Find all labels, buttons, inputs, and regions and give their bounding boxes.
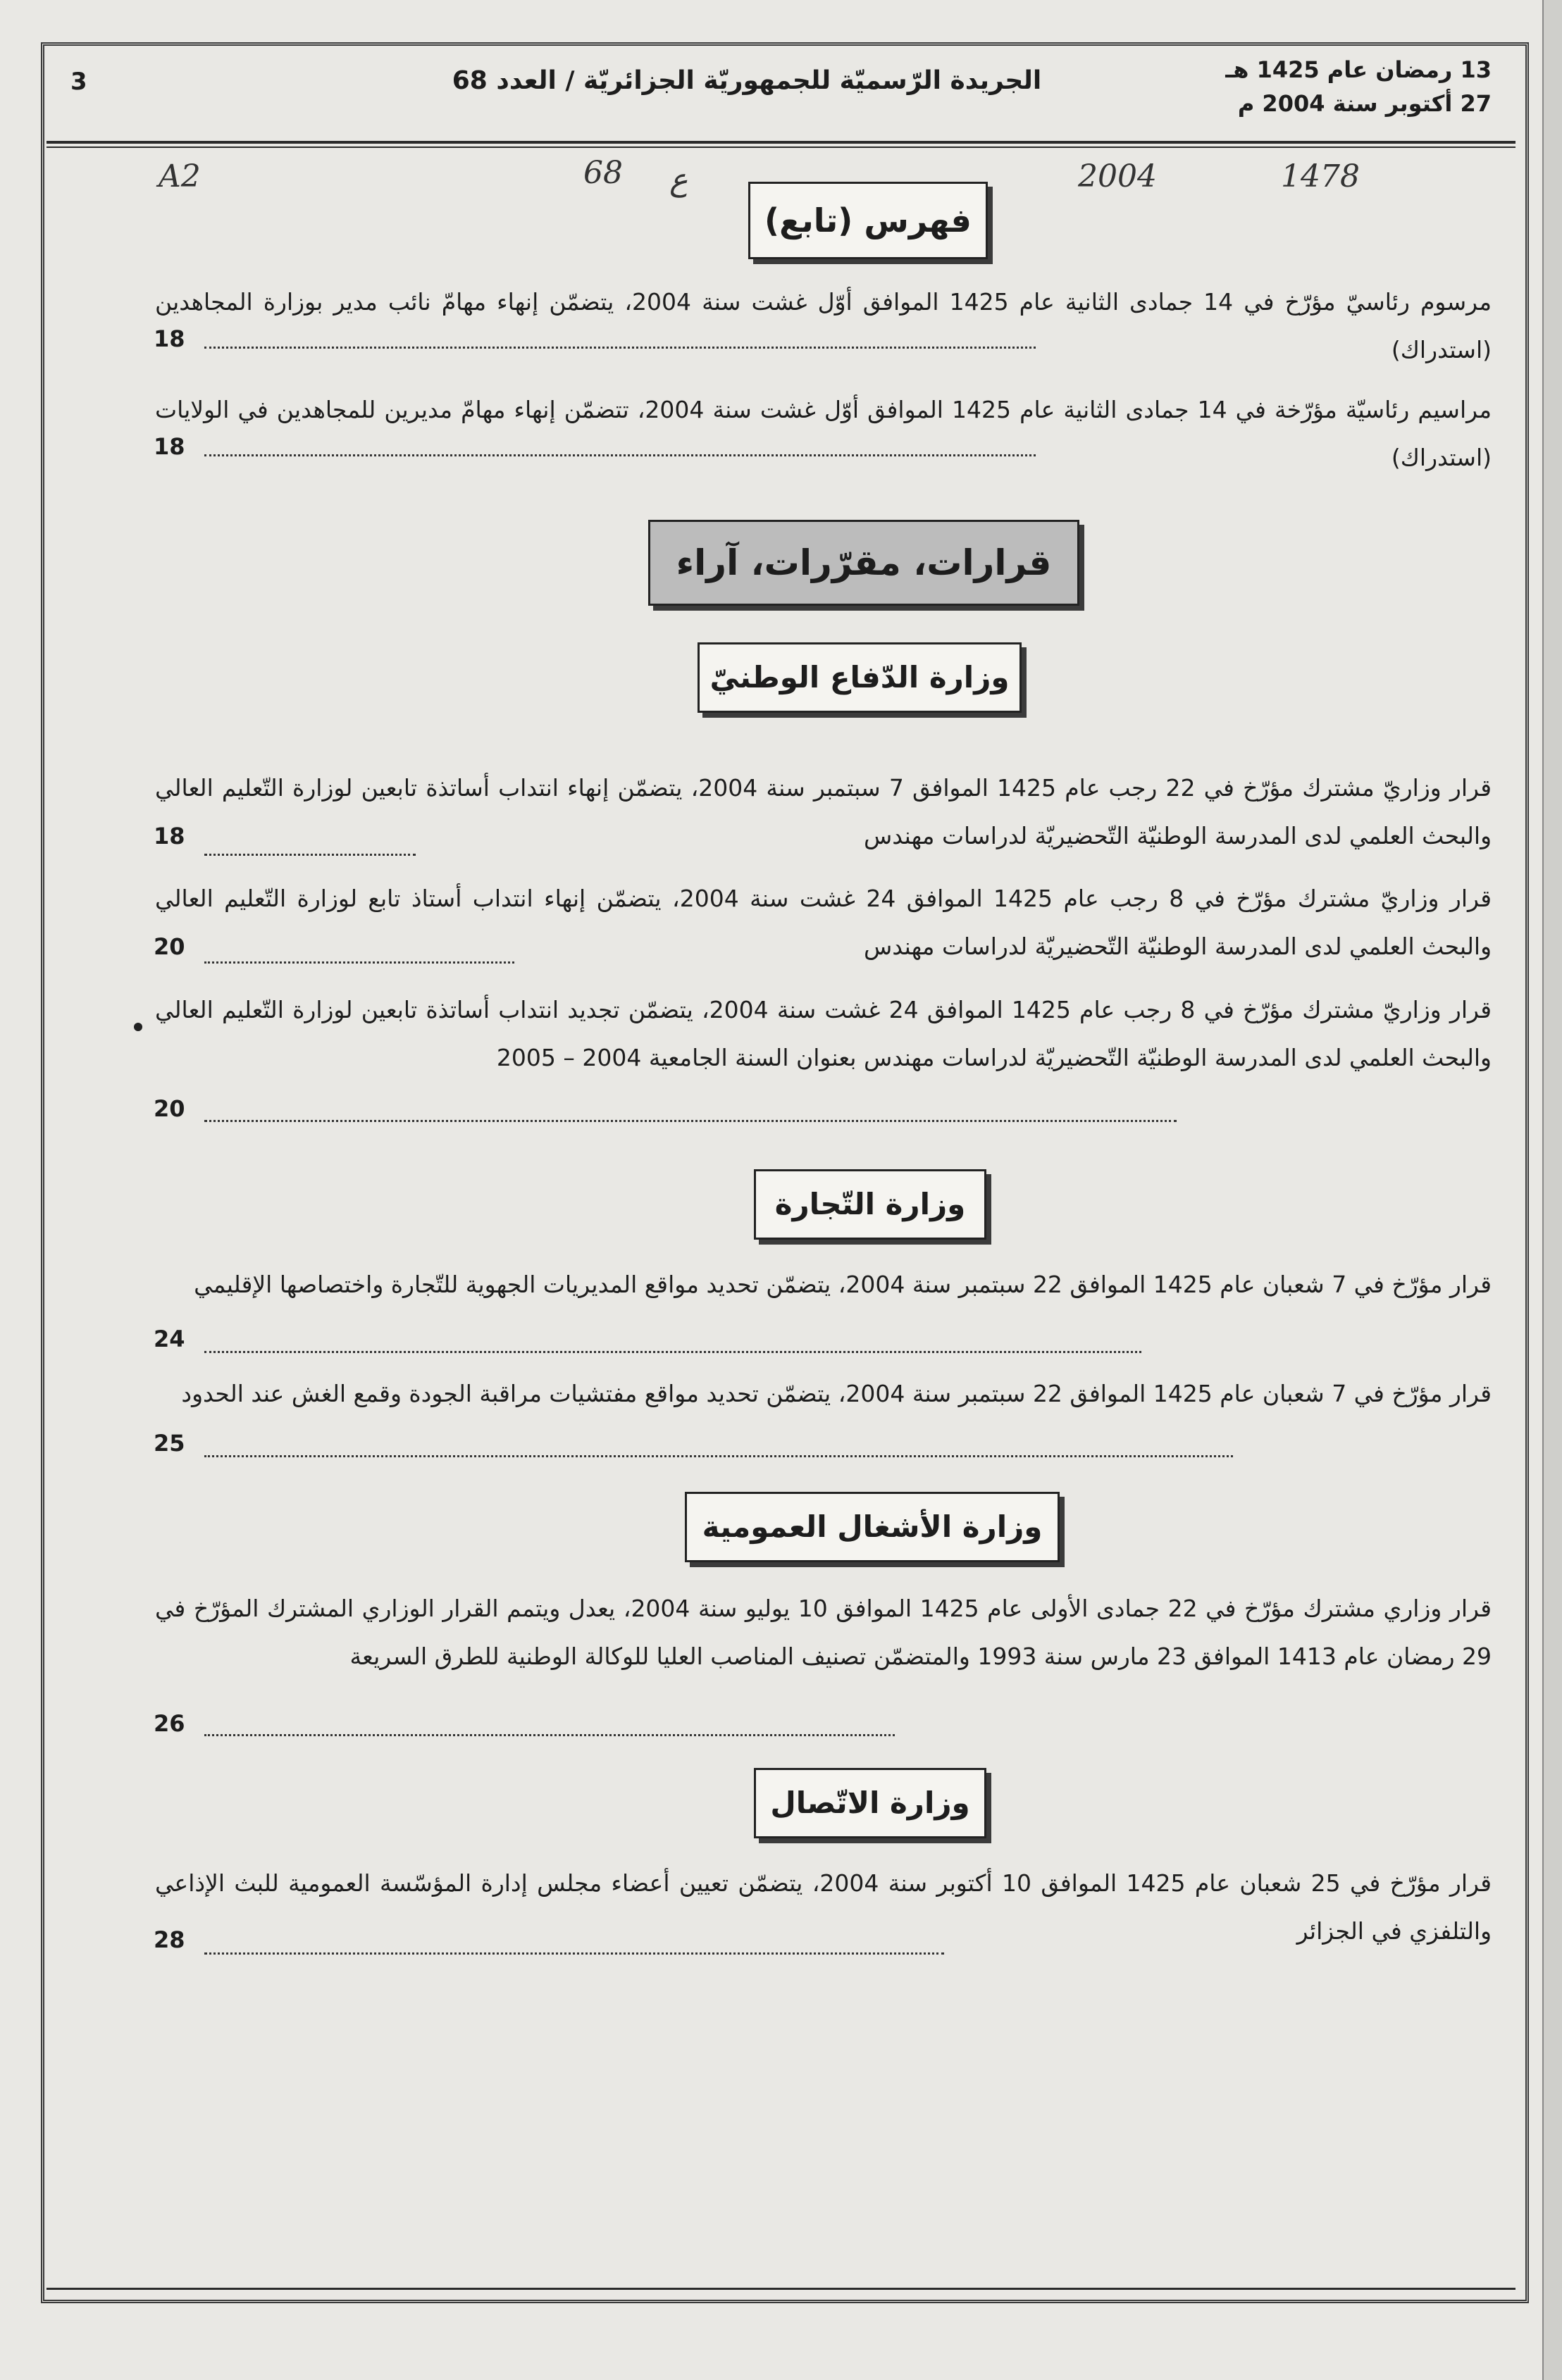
list-item: [155, 1585, 1492, 1681]
journal-title: الجريدة الرّسميّة للجمهوريّة الجزائريّة / العدد 68: [452, 66, 1042, 95]
leader-dots: [204, 1120, 1177, 1122]
ministry-box: [698, 642, 1022, 713]
list-item: [155, 1370, 1492, 1418]
ink-speck: [134, 1023, 142, 1031]
handwritten-note-2004: 2004: [1078, 158, 1157, 194]
entry-text: قرار وزاريّ مشترك مؤرّخ في 8 رجب عام 1425 الموافق 24 غشت سنة 2004، يتضمّن إنهاء انتداب أستاذ تابع لوزارة التّعليم العالي والبحث العلمي لدى المدرسة الوطنيّة التّحضيريّة لدراسات مهندس: [155, 885, 1492, 960]
gregorian-date: 27 أكتوبر سنة 2004 م: [1237, 90, 1492, 117]
leader-dots: [204, 1351, 1141, 1353]
page-reference: 20: [154, 1095, 185, 1122]
section-title-box: [648, 520, 1079, 606]
index-title-box: [748, 182, 988, 259]
entry-text: قرار وزاري مشترك مؤرّخ في 22 جمادى الأولى عام 1425 الموافق 10 يوليو سنة 2004، يعدل ويتمم القرار الوزاري المشترك المؤرّخ في 29 رمضان عام 1413 الموافق 23 مارس سنة 1993 والمتضمّن تصنيف المناصب العليا للوكالة الوطنية للطرق السريعة: [155, 1595, 1492, 1670]
entry-text: مرسوم رئاسيّ مؤرّخ في 14 جمادى الثانية عام 1425 الموافق أوّل غشت سنة 2004، يتضمّن إنهاء مهامّ نائب مدير بوزارة المجاهدين (استدراك): [155, 288, 1492, 363]
leader-dots: [204, 454, 1036, 456]
list-item: [155, 764, 1492, 860]
page-reference: 28: [154, 1926, 185, 1953]
list-item: [155, 278, 1492, 374]
entry-text: قرار مؤرّخ في 7 شعبان عام 1425 الموافق 22 سبتمبر سنة 2004، يتضمّن تحديد مواقع مفتشيات مراقبة الجودة وقمع الغش عند الحدود: [181, 1380, 1492, 1407]
entry-text: قرار مؤرّخ في 7 شعبان عام 1425 الموافق 22 سبتمبر سنة 2004، يتضمّن تحديد مواقع المديريات الجهوية للتّجارة واختصاصها الإقليمي: [194, 1271, 1492, 1298]
ministry-title: وزارة الدّفاع الوطنيّ: [709, 660, 1010, 694]
leader-dots: [204, 347, 1036, 349]
page-reference: 26: [154, 1710, 185, 1737]
ministry-title: وزارة التّجارة: [774, 1187, 966, 1221]
leader-dots: [204, 854, 416, 856]
page-reference: 18: [154, 823, 185, 849]
list-item: [155, 1261, 1492, 1309]
page-number: 3: [70, 68, 87, 96]
list-item: [155, 1859, 1492, 1955]
ministry-box: [754, 1768, 986, 1838]
page-reference: 20: [154, 933, 185, 960]
handwritten-note-1478: 1478: [1281, 158, 1360, 194]
index-title: فهرس (تابع): [764, 201, 972, 239]
page-reference: 18: [154, 433, 185, 460]
entry-text: قرار وزاريّ مشترك مؤرّخ في 22 رجب عام 1425 الموافق 7 سبتمبر سنة 2004، يتضمّن إنهاء انتداب أساتذة تابعين لوزارة التّعليم العالي والبحث العلمي لدى المدرسة الوطنيّة التّحضيريّة لدراسات مهندس: [155, 774, 1492, 849]
hijri-date: 13 رمضان عام 1425 هـ: [1225, 56, 1492, 83]
ministry-box: [685, 1492, 1060, 1562]
list-item: [155, 386, 1492, 482]
page-reference: 24: [154, 1326, 185, 1352]
ministry-title: وزارة الاتّصال: [770, 1786, 970, 1820]
entry-text: قرار مؤرّخ في 25 شعبان عام 1425 الموافق 10 أكتوبر سنة 2004، يتضمّن تعيين أعضاء مجلس إدارة المؤسّسة العمومية للبث الإذاعي والتلفزي في الجزائر: [155, 1869, 1492, 1945]
header-rule-thin: [47, 147, 1515, 148]
page-reference: 25: [154, 1430, 185, 1457]
ministry-box: [754, 1169, 986, 1240]
leader-dots: [204, 961, 514, 964]
page-reference: 18: [154, 325, 185, 352]
handwritten-note-a2: A2: [159, 158, 201, 194]
footer-rule: [47, 2288, 1515, 2290]
section-title: قرارات، مقرّرات، آراء: [676, 542, 1052, 583]
handwritten-note-68: 68: [583, 155, 623, 191]
page-edge-shadow: [1542, 0, 1562, 2380]
list-item: [155, 875, 1492, 971]
list-item: [155, 986, 1492, 1082]
leader-dots: [204, 1734, 895, 1736]
entry-text: قرار وزاريّ مشترك مؤرّخ في 8 رجب عام 1425 الموافق 24 غشت سنة 2004، يتضمّن تجديد انتداب أساتذة تابعين لوزارة التّعليم العالي والبحث العلمي لدى المدرسة الوطنيّة التّحضيريّة لدراسات مهندس بعنوان السنة الجامعية 2004 – 2005: [155, 996, 1492, 1071]
header-rule: [47, 141, 1515, 144]
leader-dots: [204, 1952, 944, 1955]
handwritten-note-ain: ع: [669, 162, 688, 198]
entry-text: مراسيم رئاسيّة مؤرّخة في 14 جمادى الثانية عام 1425 الموافق أوّل غشت سنة 2004، تتضمّن إنهاء مهامّ مديرين للمجاهدين في الولايات (استدراك): [155, 396, 1492, 471]
ministry-title: وزارة الأشغال العمومية: [702, 1509, 1043, 1544]
leader-dots: [204, 1455, 1233, 1457]
